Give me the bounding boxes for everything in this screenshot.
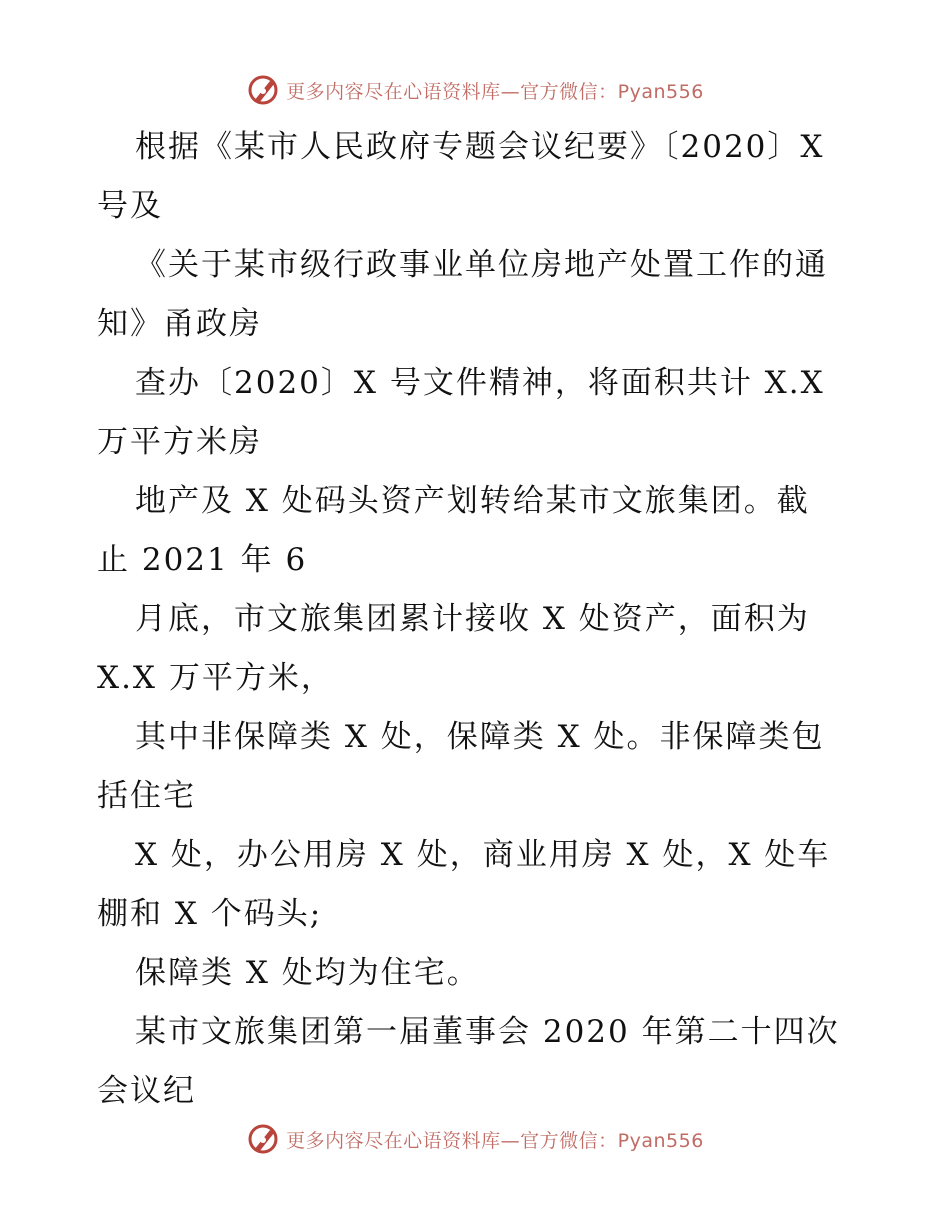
text-line: 括住宅 xyxy=(97,778,196,814)
text-line: 万平方米房 xyxy=(97,424,262,460)
text-line: 其中非保障类 X 处，保障类 X 处。非保障类包 xyxy=(135,719,825,755)
text-line: 知》甬政房 xyxy=(97,306,262,342)
text-line: 保障类 X 处均为住宅。 xyxy=(135,955,480,991)
pen-logo-icon xyxy=(246,73,280,107)
text-line: X 处，办公用房 X 处，商业用房 X 处，X 处车 xyxy=(135,837,831,873)
header-watermark xyxy=(0,70,950,110)
text-line: 会议纪 xyxy=(97,1073,196,1109)
pen-logo-icon xyxy=(246,1122,280,1156)
text-line: 查办〔2020〕X 号文件精神，将面积共计 X.X xyxy=(135,365,825,401)
document-body xyxy=(97,118,857,1121)
watermark-text: 更多内容尽在心语资料库—官方微信：Pyan556 xyxy=(286,1129,704,1152)
text-line: 号及 xyxy=(97,188,163,224)
text-line: 地产及 X 处码头资产划转给某市文旅集团。截 xyxy=(135,483,810,519)
text-line: 月底，市文旅集团累计接收 X 处资产，面积为 xyxy=(135,601,810,637)
text-line: 棚和 X 个码头; xyxy=(97,896,323,932)
watermark-text: 更多内容尽在心语资料库—官方微信：Pyan556 xyxy=(286,80,704,103)
text-line: X.X 万平方米， xyxy=(97,660,334,696)
text-line: 止 2021 年 6 xyxy=(97,542,308,578)
text-line: 根据《某市人民政府专题会议纪要》〔2020〕X xyxy=(135,129,825,165)
text-line: 《关于某市级行政事业单位房地产处置工作的通 xyxy=(135,247,828,283)
text-line: 某市文旅集团第一届董事会 2020 年第二十四次 xyxy=(135,1014,840,1050)
footer-watermark xyxy=(0,1119,950,1159)
